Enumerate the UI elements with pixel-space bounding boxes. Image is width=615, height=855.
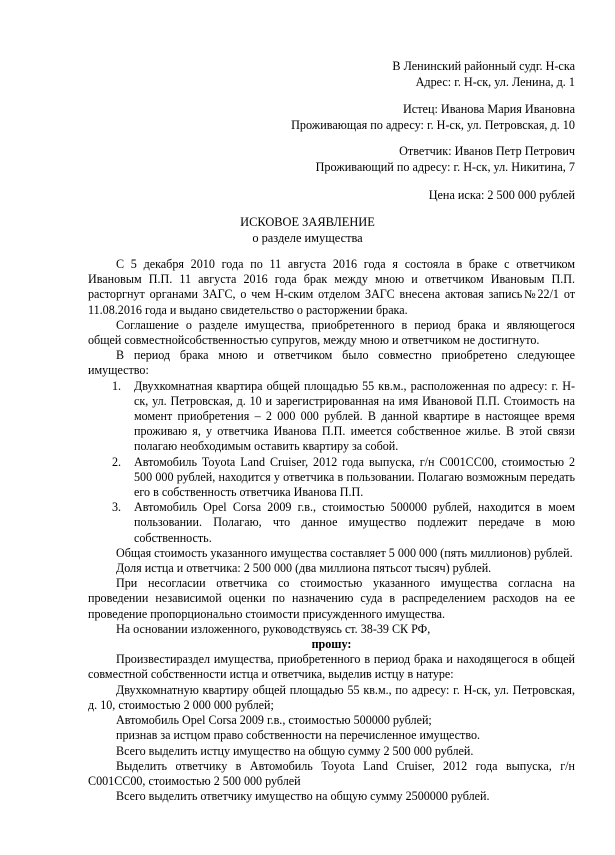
court-name: В Ленинский районный судг. Н-ска: [392, 59, 575, 73]
claim-price: Цена иска: 2 500 000 рублей: [428, 188, 575, 202]
request-division: Произвестираздел имущества, приобретенного в период брака и находящегося в общей совместной собственности истца и ответчика, выделив истцу в натуре:: [88, 652, 575, 682]
request-defendant-total: Всего выделить ответчику имущество на общую сумму 2500000 рублей.: [116, 789, 490, 804]
paragraph-shares: Доля истца и ответчика: 2 500 000 (два миллиона пятьсот тысяч) рублей.: [116, 561, 492, 576]
paragraph-agreement: Соглашение о разделе имущества, приобретенного в период брака и являющегося общей совместнойсобственностью супругов, между мною и ответчиком не достигнуто.: [88, 317, 575, 348]
defendant-address: Проживающий по адресу: г. Н-ск, ул. Никитина, 7: [315, 160, 575, 174]
paragraph-valuation: При несогласии ответчика со стоимостью указанного имущества согласна на проведении независимой оценки по назначению суда в распределением расходов на ее проведение пропорционально стоимости присужденного имущества.: [88, 576, 575, 621]
request-plaintiff-total: Всего выделить истцу имущество на общую сумму 2 500 000 рублей.: [116, 743, 474, 758]
paragraph-total-value: Общая стоимость указанного имущества составляет 5 000 000 (пять миллионов) рублей.: [116, 545, 573, 560]
court-address: Адрес: г. Н-ск, ул. Ленина, д. 1: [415, 75, 575, 89]
list-item-number: 1.: [112, 378, 122, 393]
list-item: [112, 454, 575, 501]
list-item-number: 3.: [112, 500, 122, 515]
list-item-text: Автомобиль Opel Corsa 2009 г.в., стоимостью 500000 рублей, находится в моем пользовании. Полагаю, что данное имущество подлежит передаче в мою собственность.: [134, 500, 575, 545]
list-item-text: Автомобиль Toyota Land Cruiser, 2012 года выпуска, г/н С001СС00, стоимостью 2 500 000 рублей, находится у ответчика в пользовании. Полагаю возможным передать его в собственность ответчика Иванова П.П.: [134, 454, 575, 500]
plaintiff-address: Проживающая по адресу: г. Н-ск, ул. Петровская, д. 10: [291, 118, 575, 132]
list-item-number: 2.: [112, 454, 122, 469]
request-heading: прошу:: [311, 637, 352, 652]
list-item: [112, 378, 575, 455]
defendant-name: Ответчик: Иванов Петр Петрович: [399, 144, 575, 158]
request-ownership: признав за истцом право собственности на перечисленное имущество.: [116, 728, 481, 743]
paragraph-marriage: С 5 декабря 2010 года по 11 августа 2016 года я состояла в браке с ответчиком Ивановым П.П. 11 августа 2016 года брак между мною и ответчиком Ивановым П.П. расторгнут органами ЗАГС, о чем Н-ским отделом ЗАГС внесена актовая запись№22/1 от 11.08.2016 года и выдано свидетельство о расторжении брака.: [88, 257, 575, 317]
paragraph-legal-basis: На основании изложенного, руководствуясь ст. 38-39 СК РФ,: [116, 621, 431, 636]
request-apartment: Двухкомнатную квартиру общей площадью 55 кв.м., по адресу: г. Н-ск, ул. Петровская, д. 10, стоимостью 2 000 000 рублей;: [88, 682, 575, 712]
plaintiff-name: Истец: Иванова Мария Ивановна: [403, 102, 575, 116]
document-subtitle: о разделе имущества: [252, 231, 363, 245]
list-item: [112, 500, 575, 546]
request-defendant-car: Выделить ответчику в Автомобиль Toyota Land Cruiser, 2012 года выпуска, г/н С001СС00, стоимостью 2 500 000 рублей: [88, 758, 575, 788]
list-item-text: Двухкомнатная квартира общей площадью 55 кв.м., расположенная по адресу: г. Н-ск, ул. Петровская, д. 10 и зарегистрированная на имя Ивановой П.П. Стоимость на момент приобретения – 2 000 000 рублей. В данной квартире в настоящее время проживаю я, у ответчика Иванова П.П. имеется собственное жилье. В этой связи полагаю необходимым оставить квартиру за собой.: [134, 378, 575, 454]
paragraph-property-intro: В период брака мною и ответчиком было совместно приобретено следующее имущество:: [88, 348, 575, 378]
document-title: ИСКОВОЕ ЗАЯВЛЕНИЕ: [240, 215, 375, 229]
property-list: [88, 379, 575, 546]
document-body: [88, 257, 575, 804]
request-car-opel: Автомобиль Opel Corsa 2009 г.в., стоимостью 500000 рублей;: [116, 713, 432, 728]
